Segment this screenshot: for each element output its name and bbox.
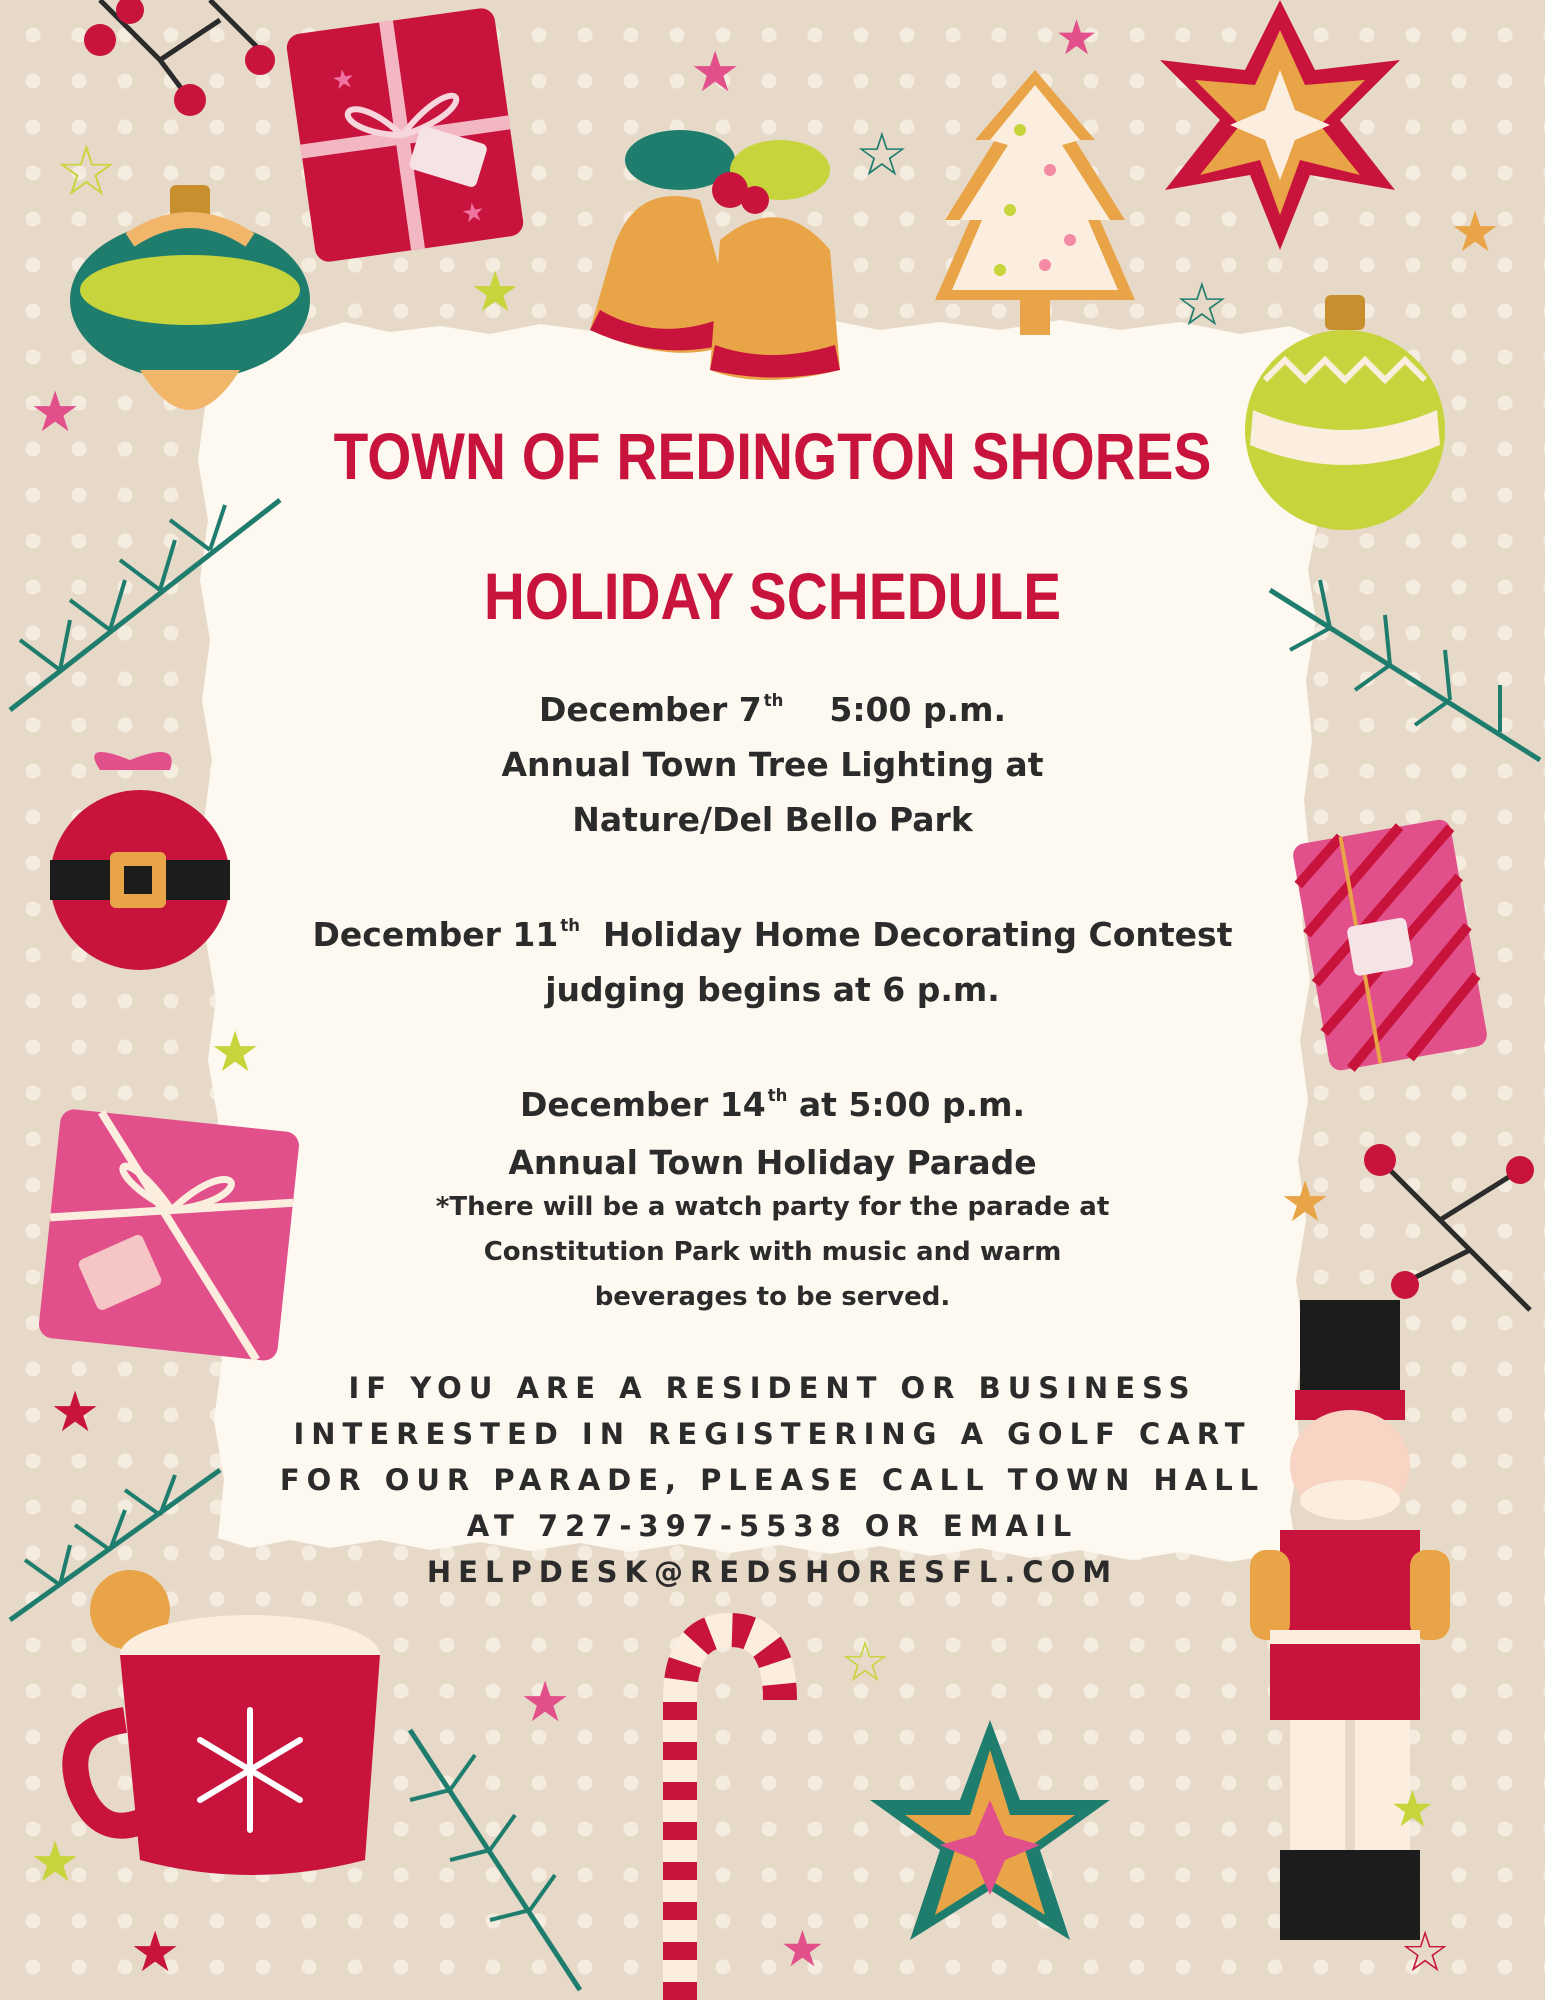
star-icon: ★ [30, 380, 81, 445]
star-icon: ★ [520, 1670, 571, 1735]
event3-description: Annual Town Holiday Parade [508, 1143, 1037, 1182]
star-icon: ★ [1390, 1780, 1435, 1838]
lime-ornament-icon [1245, 290, 1445, 535]
event1-date-time [0, 690, 1545, 729]
golfcart-line4: AT 727-397-5538 OR EMAIL [466, 1509, 1079, 1543]
candy-cane-icon [640, 1610, 800, 2000]
event2-date: December 11 [312, 915, 559, 954]
title-holiday-schedule: HOLIDAY SCHEDULE [483, 559, 1062, 633]
event2-judging: judging begins at 6 p.m. [545, 970, 1000, 1009]
star-icon: ★ [690, 40, 741, 105]
pine-branch-bottom-icon [380, 1720, 610, 2000]
event1-date: December 7 [538, 690, 762, 729]
folk-star-ornament-icon [860, 1720, 1120, 1980]
star-icon: ★ [1055, 10, 1099, 66]
event2-date-suffix: th [560, 916, 580, 936]
event1-time: 5:00 p.m. [829, 690, 1007, 729]
event3-note-line2: Constitution Park with music and warm [483, 1237, 1062, 1267]
event2-date-name [0, 915, 1545, 954]
hot-cocoa-mug-icon [50, 1560, 390, 1890]
golfcart-line3: FOR OUR PARADE, PLEASE CALL TOWN HALL [279, 1463, 1266, 1497]
golfcart-line2: INTERESTED IN REGISTERING A GOLF CART [293, 1417, 1252, 1451]
star-icon: ★ [470, 260, 521, 325]
svg-text:★: ★ [459, 196, 487, 230]
star-icon: ★ [780, 1920, 825, 1978]
event1-date-suffix: th [763, 691, 784, 711]
event3-note-line3: beverages to be served. [594, 1282, 951, 1312]
star-icon: ☆ [840, 1630, 891, 1695]
event3-time: at 5:00 p.m. [798, 1085, 1026, 1124]
star-icon: ☆ [1400, 1920, 1451, 1985]
event1-description: Annual Town Tree Lighting at [501, 745, 1044, 784]
golfcart-email: HELPDESK@REDSHORESFL.COM [426, 1555, 1119, 1589]
star-icon: ☆ [1175, 270, 1229, 340]
star-icon: ★ [1450, 200, 1501, 265]
star-icon: ☆ [855, 120, 909, 190]
bells-icon [570, 120, 870, 380]
star-icon: ★ [210, 1020, 261, 1085]
event3-date: December 14 [519, 1085, 766, 1124]
star-icon: ★ [30, 1830, 81, 1895]
event2-name: Holiday Home Decorating Contest [602, 915, 1233, 954]
golfcart-line1: IF YOU ARE A RESIDENT OR BUSINESS [348, 1371, 1197, 1405]
title-town-name: TOWN OF REDINGTON SHORES [333, 419, 1212, 493]
event3-note-line1: *There will be a watch party for the parade at [435, 1192, 1110, 1222]
star-ornament-icon [1140, 0, 1420, 250]
star-icon: ☆ [55, 130, 118, 212]
gingerbread-tree-icon [930, 60, 1140, 360]
star-icon: ★ [130, 1920, 181, 1985]
event3-date-suffix: th [767, 1086, 788, 1106]
event1-location: Nature/Del Bello Park [572, 800, 973, 839]
star-icon: ★ [50, 1380, 101, 1445]
event3-date-time [0, 1085, 1545, 1124]
star-icon: ★ [1280, 1170, 1331, 1235]
green-ornament-icon [70, 180, 320, 440]
svg-text:★: ★ [329, 63, 358, 97]
holly-berries-icon [70, 0, 300, 120]
